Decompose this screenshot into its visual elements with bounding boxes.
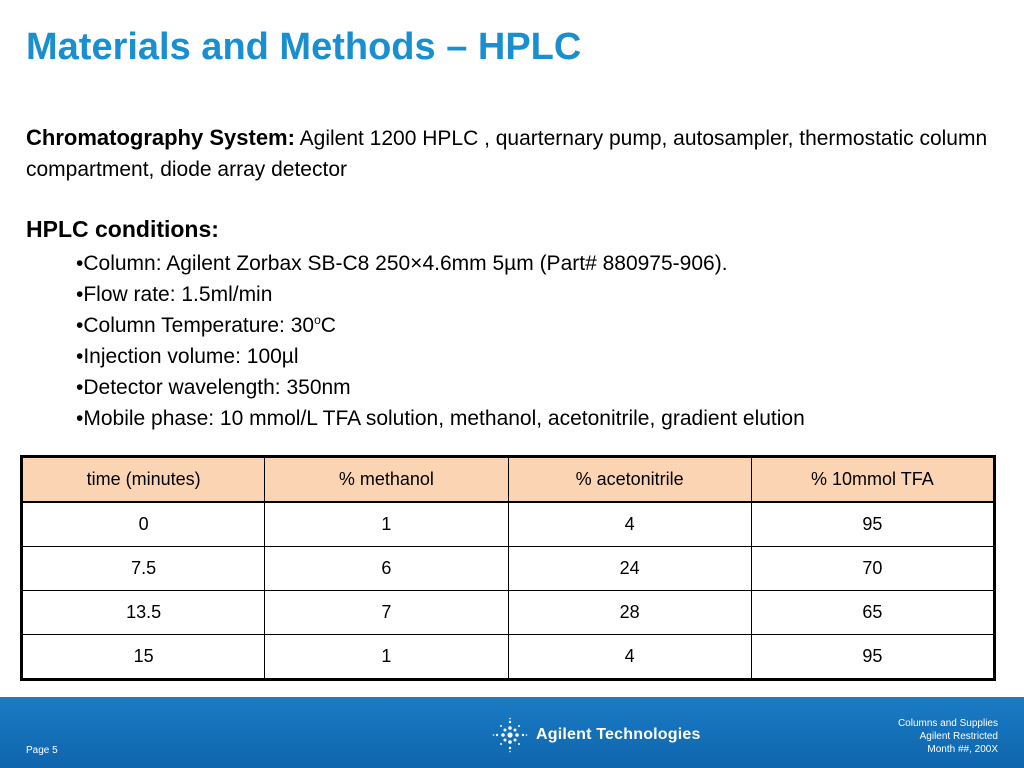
table-row (22, 591, 995, 635)
footer-meta (898, 717, 998, 756)
table-header-row (22, 457, 995, 503)
table-cell: 1 (265, 635, 508, 680)
table-row (22, 547, 995, 591)
header-tfa: % 10mmol TFA (751, 457, 994, 503)
header-methanol: % methanol (265, 457, 508, 503)
agilent-logo (492, 717, 701, 753)
system-label: Chromatography System: (26, 125, 295, 150)
table-cell: 13.5 (22, 591, 265, 635)
footer-meta-line: Month ##, 200X (927, 744, 998, 755)
table-cell: 0 (22, 502, 265, 547)
table-cell: 6 (265, 547, 508, 591)
condition-temperature-text: •Column Temperature: 30 (76, 314, 315, 337)
table-row (22, 502, 995, 547)
gradient-table (20, 455, 996, 681)
page-number: Page 5 (26, 745, 58, 756)
chromatography-system-paragraph (26, 122, 1001, 185)
spark-logo-icon (492, 717, 528, 753)
table-cell: 95 (751, 635, 994, 680)
table-cell: 4 (508, 502, 751, 547)
footer-meta-line: Agilent Restricted (919, 731, 998, 742)
header-acetonitrile: % acetonitrile (508, 457, 751, 503)
table-cell: 7.5 (22, 547, 265, 591)
degree-superscript: o (314, 313, 321, 327)
table-cell: 15 (22, 635, 265, 680)
condition-injection-volume: •Injection volume: 100µl (76, 345, 299, 368)
table-cell: 70 (751, 547, 994, 591)
table-cell: 95 (751, 502, 994, 547)
header-time: time (minutes) (22, 457, 265, 503)
table-cell: 28 (508, 591, 751, 635)
table-cell: 24 (508, 547, 751, 591)
conditions-heading: HPLC conditions: (26, 216, 219, 242)
condition-detector-wavelength: •Detector wavelength: 350nm (76, 376, 351, 399)
table-cell: 1 (265, 502, 508, 547)
condition-column: •Column: Agilent Zorbax SB-C8 250×4.6mm 5µm (Part# 880975-906). (76, 252, 728, 275)
condition-mobile-phase: •Mobile phase: 10 mmol/L TFA solution, methanol, acetonitrile, gradient elution (76, 407, 805, 430)
table-cell: 7 (265, 591, 508, 635)
footer-bar (0, 697, 1024, 768)
system-text: Agilent 1200 HPLC , quarternary pump, autosampler, thermostatic column compartment, diode array detector (26, 127, 988, 181)
condition-flow-rate: •Flow rate: 1.5ml/min (76, 283, 273, 306)
logo-text: Agilent Technologies (536, 726, 701, 743)
footer-meta-line: Columns and Supplies (897, 718, 998, 729)
table-row (22, 635, 995, 680)
table-cell: 65 (751, 591, 994, 635)
slide-title: Materials and Methods – HPLC (26, 26, 582, 68)
temperature-unit: C (320, 314, 336, 337)
condition-temperature (76, 310, 805, 341)
table-cell: 4 (508, 635, 751, 680)
conditions-list (76, 248, 805, 434)
